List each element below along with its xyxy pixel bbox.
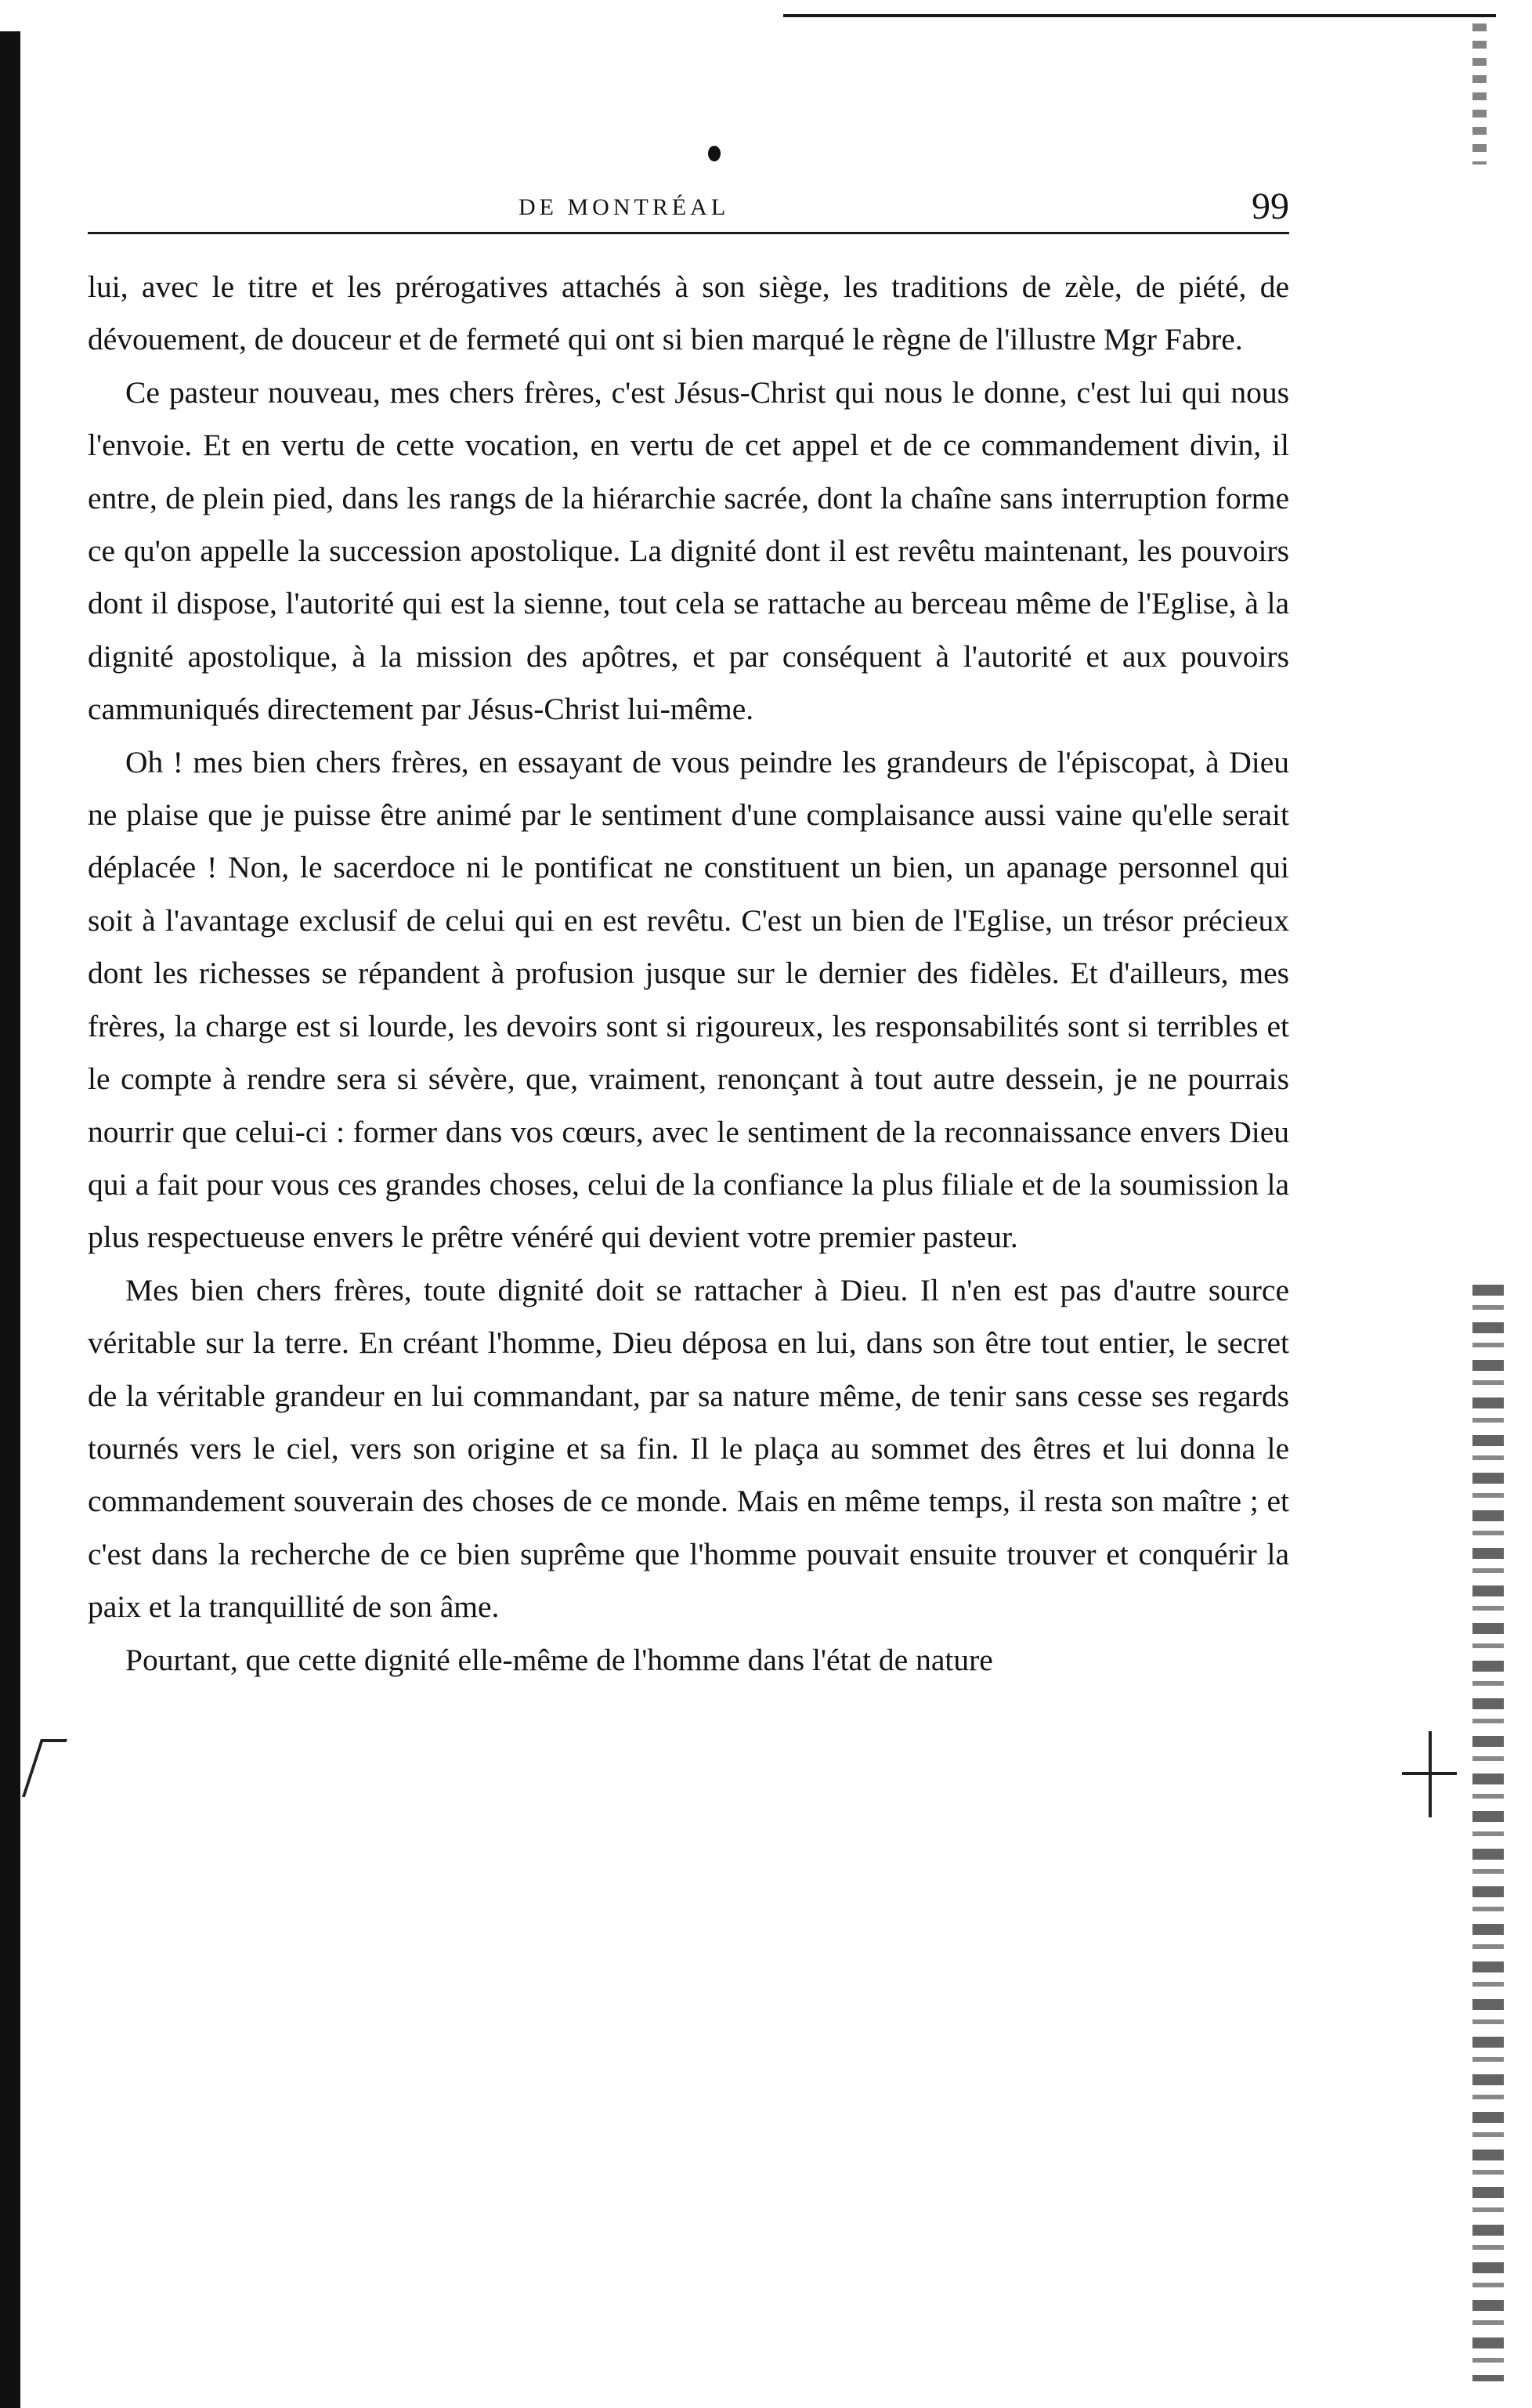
header-dot-mark [708, 146, 721, 161]
scan-left-edge-shadow [0, 31, 20, 2408]
paragraph: Pourtant, que cette dignité elle-même de l'homme dans l'état de nature [125, 1642, 993, 1677]
page-number: 99 [1252, 186, 1289, 227]
scan-top-edge-line [783, 14, 1496, 17]
paragraph-continued: lui, avec le titre et les prérogatives attachés à son siège, les traditions de zèle, de piété, de dévouement, de douceur et de fermeté qui ont si bien marqué le règne de l'illustre Mgr Fabre. [88, 269, 1289, 357]
margin-cross-mark [1402, 1731, 1457, 1817]
paragraph: Oh ! mes bien chers frères, en essayant de vous peindre les grandeurs de l'épiscopat, à Dieu ne plaise que je puisse être animé par le sentiment d'une complaisance aussi vaine qu'elle serait déplacée ! Non, le sacerdoce ni le pontificat ne constituent un bien, un apanage personnel qui soit à l'avantage exclusif de celui qui en est revêtu. C'est un bien de l'Eglise, un trésor précieux dont les richesses se répandent à profusion jusque sur le dernier des fidèles. Et d'ailleurs, mes frères, la charge est si lourde, les devoirs sont si rigoureux, les responsabilités sont si terribles et le compte à rendre sera si sévère, que, vraiment, renonçant à tout autre dessein, je ne pourrais nourrir que celui-ci : former dans vos cœurs, avec le sentiment de la reconnaissance envers Dieu qui a fait pour vous ces grandes choses, celui de la confiance la plus filiale et de la soumission la plus respectueuse envers le prêtre vénéré qui devient votre premier pasteur. [88, 744, 1289, 1255]
scan-right-edge-marks [1472, 1285, 1504, 2381]
margin-bracket-mark [22, 1739, 67, 1797]
running-header [88, 146, 1289, 234]
running-header-title: DE MONTRÉAL [518, 194, 730, 220]
book-page [88, 146, 1289, 1687]
scan-right-edge-marks-top [1472, 24, 1487, 165]
paragraph: Ce pasteur nouveau, mes chers frères, c'est Jésus-Christ qui nous le donne, c'est lui qui nous l'envoie. Et en vertu de cette vocation, en vertu de cet appel et de ce commandement divin, il entre, de plein pied, dans les rangs de la hiérarchie sacrée, dont la chaîne sans interruption forme ce qu'on appelle la succession apostolique. La dignité dont il est revêtu maintenant, les pouvoirs dont il dispose, l'autorité qui est la sienne, tout cela se rattache au berceau même de l'Eglise, à la dignité apostolique, à la mission des apôtres, et par conséquent à l'autorité et aux pouvoirs cammuniqués directement par Jésus-Christ lui-même. [88, 374, 1289, 727]
paragraph: Mes bien chers frères, toute dignité doit se rattacher à Dieu. Il n'en est pas d'autre source véritable sur la terre. En créant l'homme, Dieu déposa en lui, dans son être tout entier, le secret de la véritable grandeur en lui commandant, par sa nature même, de tenir sans cesse ses regards tournés vers le ciel, vers son origine et sa fin. Il le plaça au sommet des êtres et lui donna le commandement souverain des choses de ce monde. Mais en même temps, il resta son maître ; et c'est dans la recherche de ce bien suprême que l'homme pouvait ensuite trouver et conquérir la paix et la tranquillité de son âme. [88, 1272, 1289, 1625]
